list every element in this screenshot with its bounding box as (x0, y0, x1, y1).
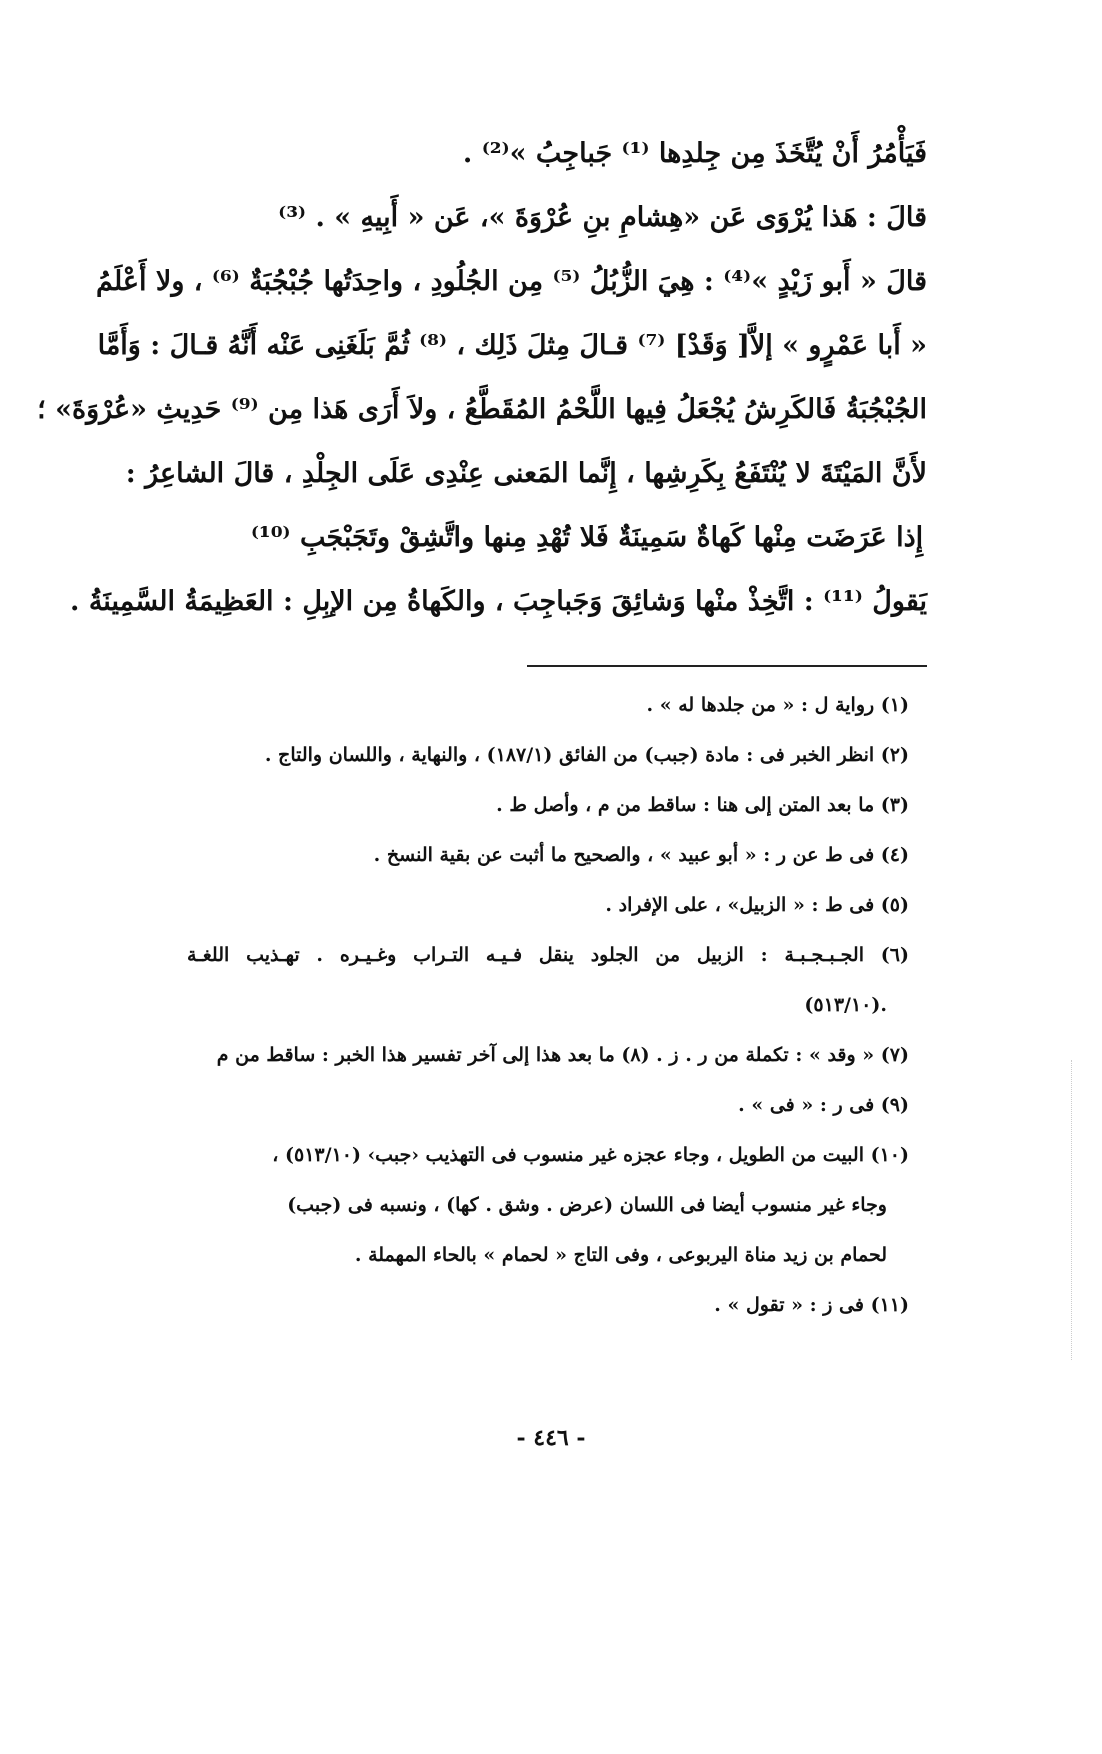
page-number: - ٤٤٦ - (516, 1425, 586, 1451)
scan-edge-mark (1070, 1060, 1072, 1360)
footnote-6-continued: .(٥١٣/١٠) (804, 994, 887, 1016)
footnote-10-continued-2: لحمام بن زيد مناة اليربوعى ، وفى التاج « لحمام » بالحاء المهملة . (354, 1244, 887, 1266)
footnote-10-continued: وجاء غير منسوب أيضا فى اللسان (عرض . وشق . كها) ، ونسبه فى (جبب) (287, 1194, 887, 1216)
footnote-11: (١١) فى ز : « تقول » . (714, 1294, 909, 1316)
footnote-separator (527, 665, 927, 667)
footnotes (187, 680, 909, 1330)
footnote-4: (٤) فى ط عن ر : « أبو عبيد » ، والصحيح ما أثبت عن بقية النسخ . (373, 844, 909, 866)
text-line-5: الجُبْجُبَةُ فَالكَرِشُ يُجْعَلُ فِيها اللَّحْمُ المُقَطَّعُ ، ولاَ أَرَى هَذا مِن ⁽⁹⁾ حَدِيثِ «عُرْوَةَ» ؛ (37, 394, 927, 425)
footnote-1: (١) رواية ل : « من جلدها له » . (646, 694, 909, 716)
main-text (37, 122, 927, 634)
footnote-10: (١٠) البيت من الطويل ، وجاء عجزه غير منسوب فى التهذيب ‹جبب› (٥١٣/١٠) ، (272, 1144, 909, 1166)
text-line-3: قالَ « أَبو زَيْدٍ »⁽⁴⁾ : هِيَ الزُّبُلُ ⁽⁵⁾ مِن الجُلُودِ ، واحِدَتُها جُبْجُبَةٌ ⁽⁶⁾ ، ولا أَعْلَمُ (96, 266, 927, 297)
footnote-3: (٣) ما بعد المتن إلى هنا : ساقط من م ، وأصل ط . (496, 794, 909, 816)
text-line-1: فَيَأْمُرُ أَنْ يُتَّخَذَ مِن جِلدِها ⁽¹⁾ جَباجِبُ »⁽²⁾ . (462, 138, 927, 169)
footnote-2: (٢) انظر الخبر فى : مادة (جبب) من الفائق (١٨٧/١) ، والنهاية ، واللسان والتاج . (264, 744, 909, 766)
text-line-6: لأَنَّ المَيْتَةَ لا يُنْتَفَعُ بِكَرِشِها ، إِنَّما المَعنى عِنْدِى عَلَى الجِلْدِ ، قالَ الشاعِرُ : (125, 458, 927, 489)
text-line-last: يَقولُ ⁽¹¹⁾ : اتَّخِذْ منْها وَشائِقَ وَجَباجِبَ ، والكَهاةُ مِن الإبِلِ : العَظِيمَةُ السَّمِينَةُ . (70, 586, 927, 617)
poetry-verse: إِذا عَرَضَت مِنْها كَهاةٌ سَمِينَةٌ فَلا تُهْدِ مِنها واتَّشِقْ وتَجَبْجَبِ ⁽¹⁰⁾ (250, 522, 924, 553)
footnote-9: (٩) فى ر : « فى » . (738, 1094, 909, 1116)
footnote-6: (٦) الجـبـجـبـة : الزبيل من الجلود ينقل فـيـه التـراب وغـيـره . تهـذيب اللغـة (187, 944, 909, 966)
text-line-2: قالَ : هَذا يُرْوَى عَن «هِشامِ بنِ عُرْوَةَ »، عَن « أَبِيهِ » . ⁽³⁾ (278, 202, 927, 233)
footnote-7-8: (٧) « وقد » : تكملة من ر . ز . (٨) ما بعد هذا إلى آخر تفسير هذا الخبر : ساقط من م (216, 1044, 909, 1066)
footnote-5: (٥) فى ط : « الزبيل» ، على الإفراد . (605, 894, 909, 916)
text-line-4: « أَبا عَمْرٍو » إلاَّ[ وَقَدْ] ⁽⁷⁾ قـالَ مِثلَ ذَلِك ، ⁽⁸⁾ ثُمَّ بَلَغَنِى عَنْه أَنَّهُ قـالَ : وَأَمَّا (97, 330, 927, 361)
